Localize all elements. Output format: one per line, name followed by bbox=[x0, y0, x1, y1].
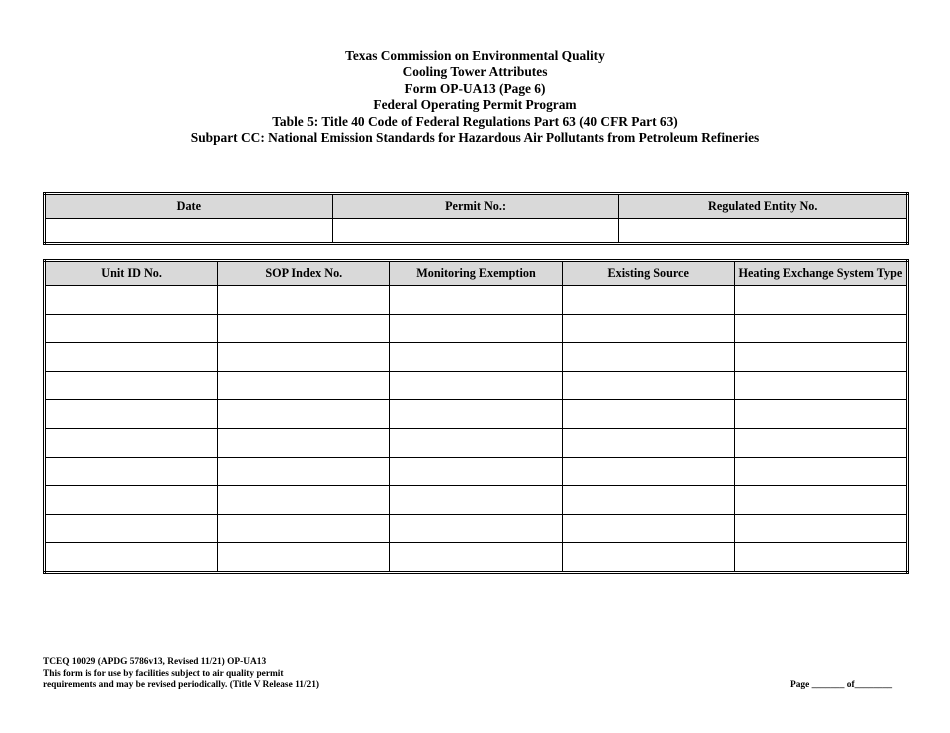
table-title: Table 5: Title 40 Code of Federal Regulations Part 63 (40 CFR Part 63) bbox=[272, 113, 678, 129]
table-row bbox=[45, 457, 908, 486]
monitoring-exemption-cell[interactable] bbox=[390, 343, 562, 372]
existing-source-cell[interactable] bbox=[562, 371, 734, 400]
existing-source-cell[interactable] bbox=[562, 400, 734, 429]
sop-index-cell[interactable] bbox=[218, 400, 390, 429]
unit-id-cell[interactable] bbox=[45, 457, 218, 486]
table-row bbox=[45, 514, 908, 543]
identification-row bbox=[45, 219, 908, 244]
existing-source-cell[interactable] bbox=[562, 486, 734, 515]
heating-exchange-cell[interactable] bbox=[734, 343, 907, 372]
form-number: Form OP-UA13 (Page 6) bbox=[404, 80, 546, 96]
date-field[interactable] bbox=[45, 219, 333, 244]
existing-source-header: Existing Source bbox=[562, 261, 734, 286]
heating-exchange-cell[interactable] bbox=[734, 286, 907, 315]
sop-index-cell[interactable] bbox=[218, 286, 390, 315]
sop-index-cell[interactable] bbox=[218, 486, 390, 515]
table-row bbox=[45, 343, 908, 372]
sop-index-header: SOP Index No. bbox=[218, 261, 390, 286]
existing-source-cell[interactable] bbox=[562, 343, 734, 372]
existing-source-cell[interactable] bbox=[562, 543, 734, 573]
unit-id-cell[interactable] bbox=[45, 286, 218, 315]
monitoring-exemption-cell[interactable] bbox=[390, 400, 562, 429]
heating-exchange-cell[interactable] bbox=[734, 314, 907, 343]
unit-id-cell[interactable] bbox=[45, 343, 218, 372]
page-number: Page _______ of________ bbox=[790, 680, 893, 690]
agency-name: Texas Commission on Environmental Quality bbox=[345, 48, 605, 63]
permit-no-header: Permit No.: bbox=[332, 194, 619, 219]
heating-exchange-header: Heating Exchange System Type bbox=[734, 261, 907, 286]
sop-index-cell[interactable] bbox=[218, 457, 390, 486]
monitoring-exemption-cell[interactable] bbox=[390, 371, 562, 400]
existing-source-cell[interactable] bbox=[562, 286, 734, 315]
table-row bbox=[45, 428, 908, 457]
sop-index-cell[interactable] bbox=[218, 343, 390, 372]
program-name: Federal Operating Permit Program bbox=[373, 97, 577, 113]
sop-index-cell[interactable] bbox=[218, 428, 390, 457]
date-header: Date bbox=[45, 194, 333, 219]
form-id-line: TCEQ 10029 (APDG 5786v13, Revised 11/21) OP-UA13 bbox=[43, 657, 267, 667]
subpart-title: Subpart CC: National Emission Standards for Hazardous Air Pollutants from Petroleum Refineries bbox=[190, 130, 760, 146]
monitoring-exemption-cell[interactable] bbox=[390, 543, 562, 573]
regulated-entity-field[interactable] bbox=[619, 219, 908, 244]
heating-exchange-cell[interactable] bbox=[734, 543, 907, 573]
existing-source-cell[interactable] bbox=[562, 457, 734, 486]
monitoring-exemption-cell[interactable] bbox=[390, 428, 562, 457]
heating-exchange-cell[interactable] bbox=[734, 428, 907, 457]
unit-id-cell[interactable] bbox=[45, 400, 218, 429]
sop-index-cell[interactable] bbox=[218, 514, 390, 543]
table-row bbox=[45, 371, 908, 400]
heating-exchange-cell[interactable] bbox=[734, 457, 907, 486]
permit-no-field[interactable] bbox=[332, 219, 619, 244]
monitoring-exemption-cell[interactable] bbox=[390, 286, 562, 315]
sop-index-cell[interactable] bbox=[218, 371, 390, 400]
sop-index-cell[interactable] bbox=[218, 314, 390, 343]
monitoring-exemption-cell[interactable] bbox=[390, 514, 562, 543]
monitoring-exemption-cell[interactable] bbox=[390, 486, 562, 515]
regulated-entity-header: Regulated Entity No. bbox=[619, 194, 908, 219]
monitoring-exemption-cell[interactable] bbox=[390, 457, 562, 486]
monitoring-exemption-cell[interactable] bbox=[390, 314, 562, 343]
existing-source-cell[interactable] bbox=[562, 514, 734, 543]
usage-note-line2: requirements and may be revised periodically. (Title V Release 11/21) bbox=[43, 680, 320, 691]
unit-id-cell[interactable] bbox=[45, 371, 218, 400]
table-row bbox=[45, 286, 908, 315]
existing-source-cell[interactable] bbox=[562, 314, 734, 343]
table-row bbox=[45, 400, 908, 429]
heating-exchange-cell[interactable] bbox=[734, 514, 907, 543]
unit-id-cell[interactable] bbox=[45, 314, 218, 343]
table-row bbox=[45, 543, 908, 573]
table-row bbox=[45, 486, 908, 515]
heating-exchange-cell[interactable] bbox=[734, 400, 907, 429]
form-header bbox=[0, 48, 950, 146]
unit-attributes-table bbox=[43, 259, 909, 574]
unit-id-cell[interactable] bbox=[45, 428, 218, 457]
unit-id-cell[interactable] bbox=[45, 543, 218, 573]
existing-source-cell[interactable] bbox=[562, 428, 734, 457]
table-row bbox=[45, 314, 908, 343]
monitoring-exemption-header: Monitoring Exemption bbox=[390, 261, 562, 286]
heating-exchange-cell[interactable] bbox=[734, 371, 907, 400]
unit-id-header: Unit ID No. bbox=[45, 261, 218, 286]
identification-table bbox=[43, 192, 909, 245]
usage-note-line1: This form is for use by facilities subject to air quality permit bbox=[43, 668, 284, 679]
form-footer bbox=[43, 657, 319, 692]
heating-exchange-cell[interactable] bbox=[734, 486, 907, 515]
sop-index-cell[interactable] bbox=[218, 543, 390, 573]
unit-id-cell[interactable] bbox=[45, 514, 218, 543]
unit-id-cell[interactable] bbox=[45, 486, 218, 515]
form-title: Cooling Tower Attributes bbox=[402, 64, 548, 80]
